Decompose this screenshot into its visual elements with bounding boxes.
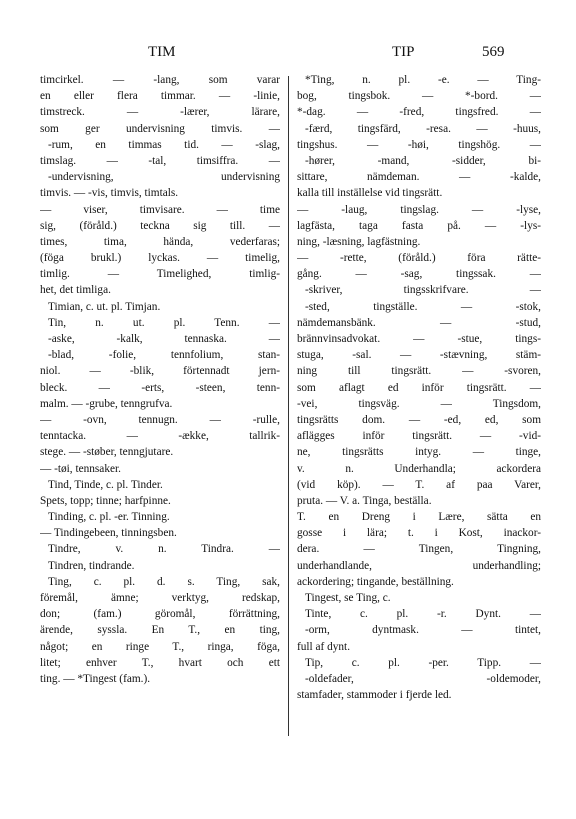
dictionary-line: föremål, ämne; verktyg, redskap,: [40, 592, 280, 604]
dictionary-line: timslag. — -tal, timsiffra. —: [40, 154, 280, 167]
dictionary-line: don; (fam.) göromål, förrättning,: [40, 608, 280, 621]
dictionary-line: full af dynt.: [297, 640, 351, 653]
dictionary-line: litet; enhver T., hvart och ett: [40, 656, 280, 669]
dictionary-line: stamfader, stammoder i fjerde led.: [297, 689, 452, 702]
dictionary-line: -undervisning, undervisning: [48, 171, 280, 184]
column-divider: [288, 76, 289, 736]
dictionary-line: Tin, n. ut. pl. Tenn. —: [48, 316, 280, 329]
dictionary-line: Ting, c. pl. d. s. Ting, sak,: [48, 575, 280, 588]
dictionary-line: timlig. — Timelighed, timlig-: [40, 268, 280, 281]
dictionary-line: aflägges inför tingsrätt. — -vid-: [297, 430, 541, 443]
dictionary-line: gosse i lära; t. i Kost, inackor-: [297, 527, 541, 540]
dictionary-line: timstreck. — -lærer, lärare,: [40, 106, 280, 119]
dictionary-line: times, tima, hända, vederfaras;: [40, 235, 280, 248]
dictionary-line: bog, tingsbok. — *-bord. —: [297, 90, 541, 103]
dictionary-line: het, det timliga.: [40, 284, 111, 297]
dictionary-line: malm. — -grube, tenngrufva.: [40, 397, 173, 410]
dictionary-line: — -tøi, tennsaker.: [40, 462, 121, 475]
header-right-guideword: TIP: [392, 44, 415, 60]
dictionary-line: tingsrätts dom. — -ed, ed, som: [297, 413, 541, 426]
dictionary-line: sittare, nämdeman. — -kalde,: [297, 171, 541, 184]
dictionary-line: -rum, en timmas tid. — -slag,: [48, 138, 280, 151]
dictionary-line: (föga brukl.) lyckas. — timelig,: [40, 252, 280, 265]
dictionary-line: — -rette, (föråld.) föra rätte-: [297, 252, 541, 265]
dictionary-line: ning, -læsning, lagfästning.: [297, 235, 421, 248]
dictionary-line: -blad, -folie, tennfolium, stan-: [48, 349, 280, 362]
dictionary-line: dera. — Tingen, Tingning,: [297, 543, 541, 556]
dictionary-line: -hører, -mand, -sidder, bi-: [305, 154, 541, 167]
dictionary-line: ning till tingsrätt. — -svoren,: [297, 365, 541, 378]
header-left-guideword: TIM: [148, 44, 176, 60]
dictionary-line: stege. — -støber, tenngjutare.: [40, 446, 174, 459]
dictionary-line: pruta. — V. a. Tinga, beställa.: [297, 494, 432, 507]
dictionary-line: som aflagt ed inför tingsrätt. —: [297, 381, 541, 394]
dictionary-line: *Ting, n. pl. -e. — Ting-: [305, 74, 541, 86]
dictionary-line: Tindren, tindrande.: [48, 559, 135, 572]
dictionary-line: något; en ringe T., ringa, föga,: [40, 640, 280, 653]
dictionary-line: (vid köp). — T. af paa Varer,: [297, 478, 541, 491]
dictionary-line: som ger undervisning timvis. —: [40, 122, 280, 135]
dictionary-line: ärende, syssla. En T., en ting,: [40, 624, 280, 637]
dictionary-line: brännvinsadvokat. — -stue, tings-: [297, 333, 541, 345]
dictionary-line: Tingest, se Ting, c.: [305, 592, 391, 604]
dictionary-line: niol. — -blik, förtennadt jern-: [40, 365, 280, 378]
page-number: 569: [482, 44, 505, 60]
dictionary-line: nämdemansbänk. — -stud,: [297, 316, 541, 329]
dictionary-line: sig, (föråld.) teckna sig till. —: [40, 219, 280, 232]
dictionary-line: timcirkel. — -lang, som varar: [40, 74, 280, 86]
dictionary-line: ting. — *Tingest (fam.).: [40, 672, 151, 685]
dictionary-line: Tip, c. pl. -per. Tipp. —: [305, 656, 541, 669]
dictionary-line: Tinding, c. pl. -er. Tinning.: [48, 511, 170, 524]
dictionary-line: — -ovn, tennugn. — -rulle,: [40, 413, 280, 426]
dictionary-line: -aske, -kalk, tennaska. —: [48, 333, 280, 345]
dictionary-line: gång. — -sag, tingssak. —: [297, 268, 541, 281]
right-column: [297, 72, 541, 703]
dictionary-line: timvis. — -vis, timvis, timtals.: [40, 187, 179, 200]
dictionary-line: Timian, c. ut. pl. Timjan.: [48, 300, 161, 313]
page-header: [0, 44, 576, 64]
dictionary-line: Tinte, c. pl. -r. Dynt. —: [305, 608, 541, 621]
dictionary-line: Tind, Tinde, c. pl. Tinder.: [48, 478, 163, 491]
dictionary-line: tenntacka. — -ække, tallrik-: [40, 430, 280, 443]
dictionary-line: — -laug, tingslag. — -lyse,: [297, 203, 541, 216]
dictionary-line: tingshus. — -høi, tingshög. —: [297, 138, 541, 151]
dictionary-line: -skriver, tingsskrifvare. —: [305, 284, 541, 297]
dictionary-line: stuga, -sal. — -stævning, stäm-: [297, 349, 541, 362]
dictionary-line: lagfästa, taga fasta på. — -lys-: [297, 219, 541, 232]
dictionary-line: v. n. Underhandla; ackordera: [297, 462, 541, 475]
dictionary-line: ne, tingsrätts intyg. — tinge,: [297, 446, 541, 459]
dictionary-line: T. en Dreng i Lære, sätta en: [297, 511, 541, 524]
dictionary-line: bleck. — -erts, -steen, tenn-: [40, 381, 280, 394]
dictionary-line: Spets, topp; tinne; harfpinne.: [40, 494, 171, 507]
dictionary-line: -orm, dyntmask. — tintet,: [305, 624, 541, 637]
dictionary-line: -oldefader, -oldemoder,: [305, 672, 541, 685]
dictionary-line: underhandlande, underhandling;: [297, 559, 541, 572]
dictionary-line: ackordering; tingande, beställning.: [297, 575, 454, 588]
left-column: [40, 72, 280, 687]
dictionary-line: — Tindingebeen, tinningsben.: [40, 527, 177, 540]
dictionary-line: -vei, tingsväg. — Tingsdom,: [297, 397, 541, 410]
dictionary-line: -sted, tingställe. — -stok,: [305, 300, 541, 313]
dictionary-line: kalla till inställelse vid tingsrätt.: [297, 187, 443, 200]
dictionary-line: *-dag. — -fred, tingsfred. —: [297, 106, 541, 119]
dictionary-line: Tindre, v. n. Tindra. —: [48, 543, 280, 556]
dictionary-line: -færd, tingsfärd, -resa. — -huus,: [305, 122, 541, 135]
dictionary-line: — viser, timvisare. — time: [40, 203, 280, 216]
dictionary-line: en eller flera timmar. — -linie,: [40, 90, 280, 103]
